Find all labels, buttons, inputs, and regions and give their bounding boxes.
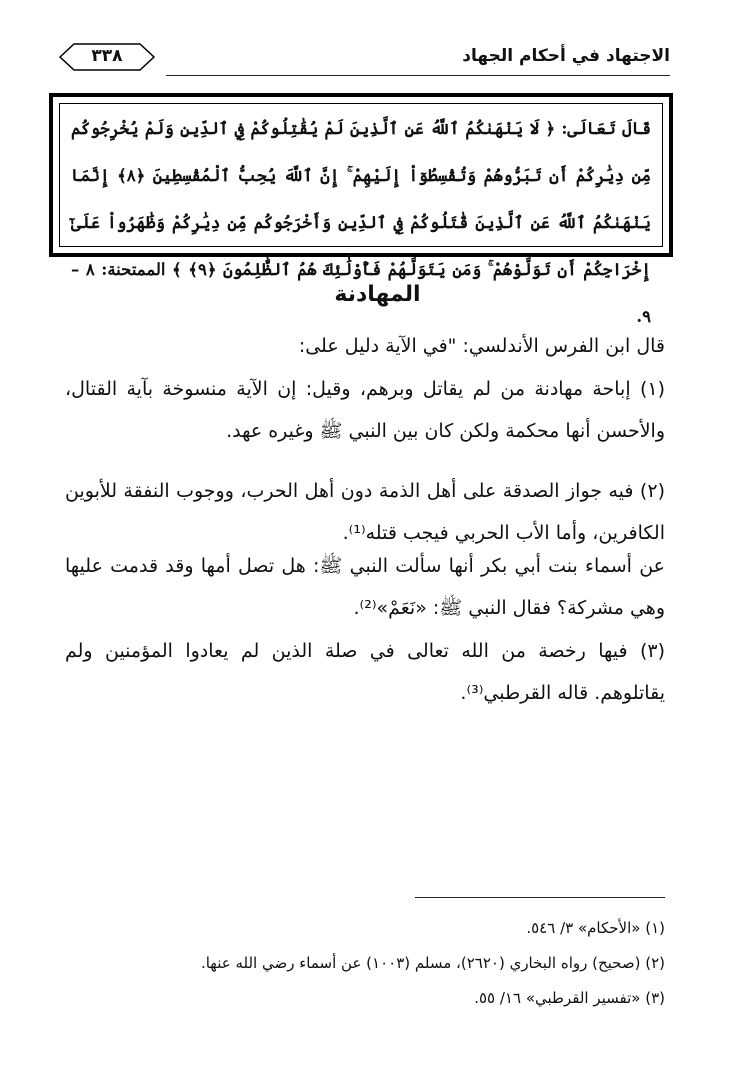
paragraph: (٢) فيه جواز الصدقة على أهل الذمة دون أهل الحرب، ووجوب النفقة للأبوين الكافرين، وأما الأب الحربي فيجب قتله⁽¹⁾.: [65, 480, 665, 544]
footnote-3: (٣) «تفسير القرطبي» ١٦/ ٥٥.: [474, 989, 665, 1007]
page-header: [58, 42, 670, 78]
paragraph: (١) إباحة مهادنة من لم يقاتل وبرهم، وقيل: إن الآية منسوخة بآية القتال، والأحسن أنها محكمة ولكن كان بين النبي ﷺ وغيره عهد.: [65, 378, 665, 442]
footnote-2: (٢) (صحيح) رواه البخاري (٢٦٢٠)، مسلم (١٠٠٣) عن أسماء رضي الله عنها.: [200, 954, 665, 972]
paragraph-point-2: [65, 470, 665, 554]
paragraph-point-3: [65, 630, 665, 714]
paragraph: عن أسماء بنت أبي بكر أنها سألت النبي ﷺ: هل تصل أمها وقد قدمت عليها وهي مشركة؟ فقال النبي ﷺ: «نَعَمْ»⁽²⁾.: [65, 555, 665, 619]
page-number: ٣٣٨: [91, 46, 123, 66]
header-divider: [166, 75, 670, 76]
running-header-title: الاجتهاد في أحكام الجهاد: [462, 46, 670, 66]
quran-verse-text: قَالَ تَعَالَى: ﴿ لَا يَنْهَىٰكُمُ ٱللَّهُ عَنِ ٱلَّذِينَ لَمْ يُقَٰتِلُوكُمْ فِي ٱلدِّينِ وَلَمْ يُخْرِجُوكُم مِّن دِيَٰرِكُمْ أَن تَبَرُّوهُمْ وَتُقْسِطُوٓاْ إِلَيْهِمْ ۚ إِنَّ ٱللَّهَ يُحِبُّ ٱلْمُقْسِطِينَ ﴿٨﴾ إِنَّمَا يَنْهَىٰكُمُ ٱللَّهُ عَنِ ٱلَّذِينَ قَٰتَلُوكُمْ فِي ٱلدِّينِ وَأَخْرَجُوكُم مِّن دِيَٰرِكُمْ وَظَٰهَرُواْ عَلَىٰٓ إِخْرَاجِكُمْ أَن تَوَلَّوْهُمْ ۚ وَمَن يَتَوَلَّهُمْ فَأُوْلَٰٓئِكَ هُمُ ٱلظَّٰلِمُونَ ﴿٩﴾ ﴾ الممتحنة: ٨ – ٩.: [71, 119, 651, 326]
paragraph: (٣) فيها رخصة من الله تعالى في صلة الذين لم يعادوا المؤمنين ولم يقاتلوهم. قاله القرطبي⁽³⁾.: [65, 640, 665, 704]
paragraph: قال ابن الفرس الأندلسي: "في الآية دليل على:: [298, 335, 665, 357]
paragraph-intro: [65, 325, 665, 367]
footnotes: [100, 911, 665, 1016]
paragraph-point-1: [65, 368, 665, 452]
page-number-badge: [58, 42, 156, 72]
footnote-1: (١) «الأحكام» ٣/ ٥٤٦.: [526, 919, 665, 937]
paragraph-hadith: [65, 545, 665, 629]
section-title: المهادنة: [334, 282, 421, 307]
footnote-divider: [415, 897, 665, 898]
